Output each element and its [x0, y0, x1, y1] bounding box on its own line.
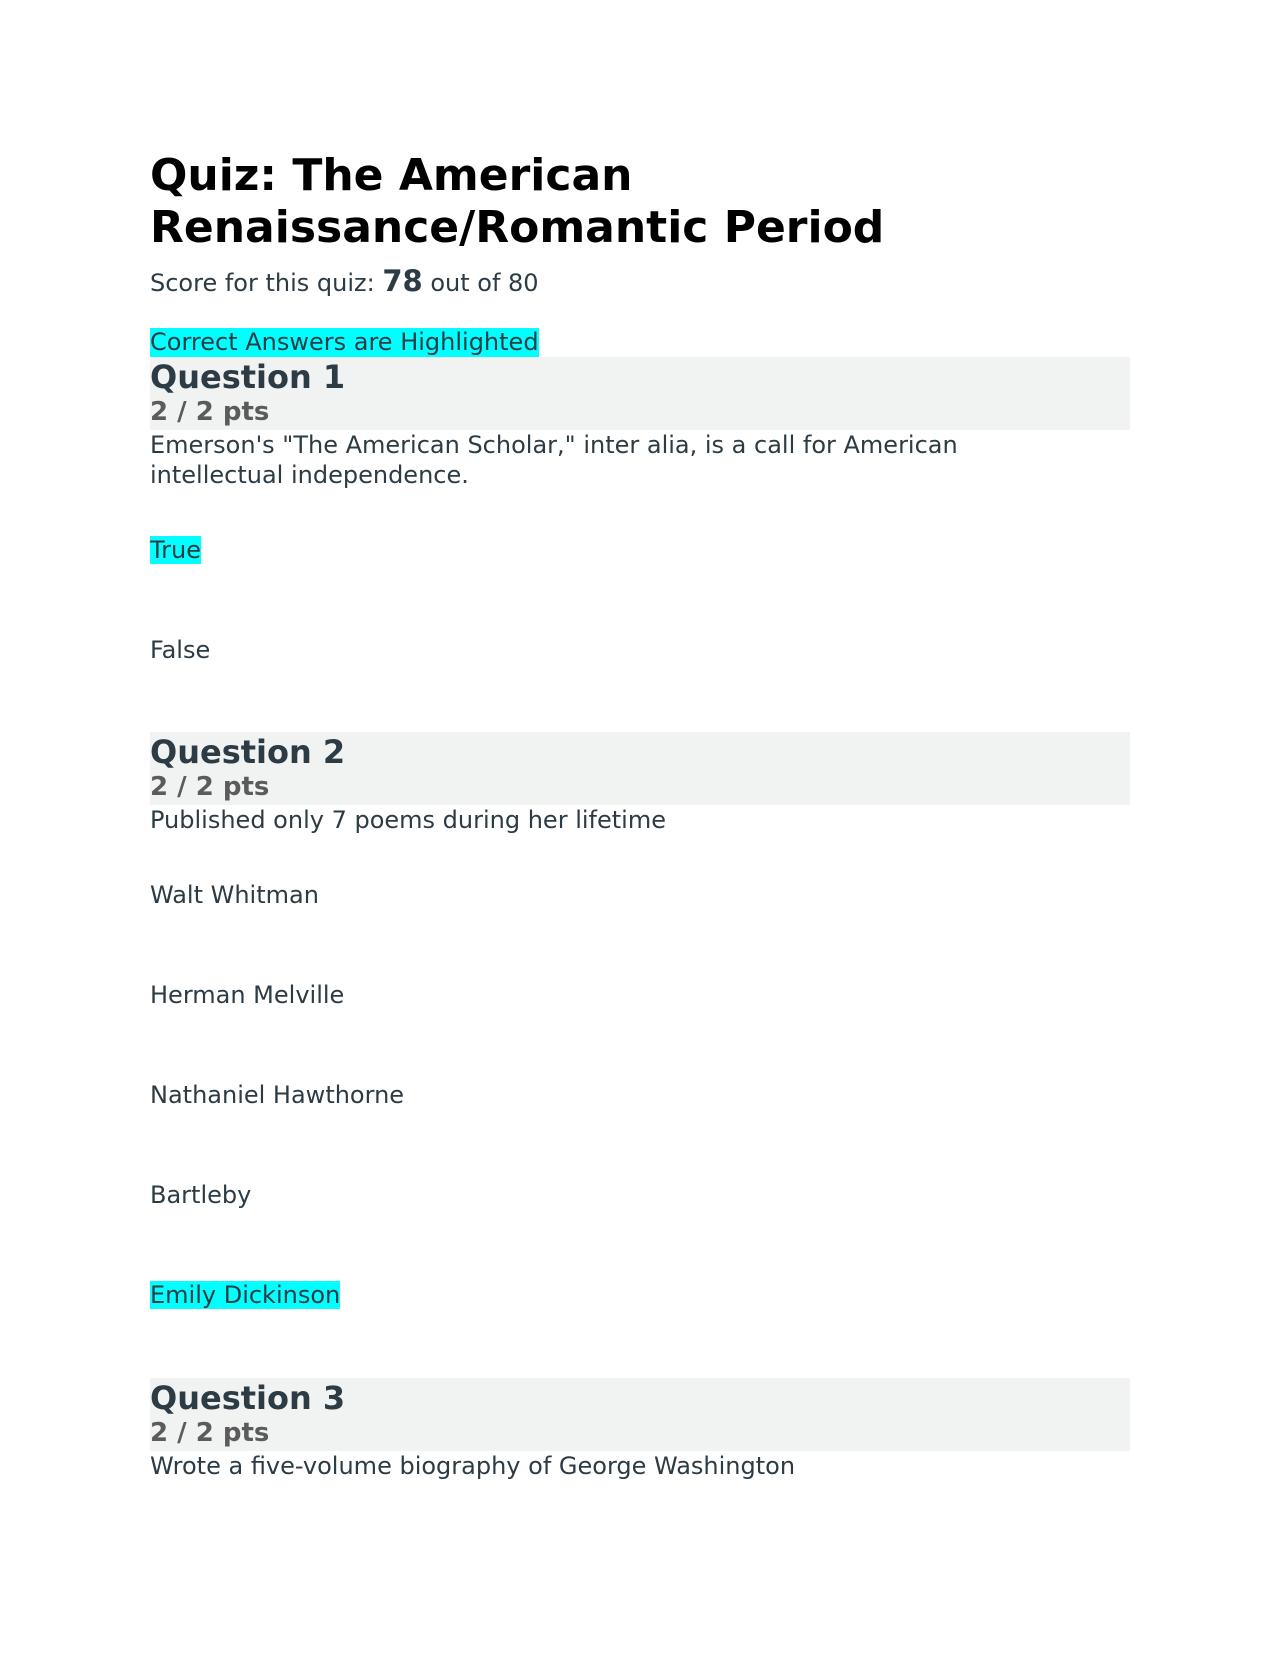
question-points: 2 / 2 pts	[150, 1418, 270, 1448]
answer-label: False	[150, 636, 211, 664]
answer-option[interactable]	[150, 1080, 1130, 1110]
question-title: Question 2	[150, 733, 346, 771]
question-header	[150, 732, 1130, 805]
quiz-page	[150, 150, 1130, 1481]
score-suffix: out of 80	[430, 269, 539, 297]
answer-option[interactable]	[150, 880, 1130, 910]
question-text: Published only 7 poems during her lifetime	[150, 806, 666, 834]
score-line	[150, 266, 1130, 298]
answer-option[interactable]	[150, 980, 1130, 1010]
answer-option[interactable]	[150, 635, 1130, 665]
question-header	[150, 1378, 1130, 1451]
question-points: 2 / 2 pts	[150, 772, 270, 802]
question-2	[150, 732, 1130, 1310]
answer-label-correct: Emily Dickinson	[150, 1281, 341, 1309]
question-1	[150, 357, 1130, 665]
question-title: Question 3	[150, 1379, 346, 1417]
question-points: 2 / 2 pts	[150, 397, 270, 427]
answer-option[interactable]	[150, 535, 1130, 565]
highlight-note: Correct Answers are Highlighted	[150, 328, 539, 356]
answer-option[interactable]	[150, 1280, 1130, 1310]
answer-label: Walt Whitman	[150, 881, 319, 909]
page-title: Quiz: The American Renaissance/Romantic Period	[150, 150, 885, 253]
question-header	[150, 357, 1130, 430]
answer-label: Herman Melville	[150, 981, 345, 1009]
answer-label: Bartleby	[150, 1181, 252, 1209]
answer-label-correct: True	[150, 536, 201, 564]
question-text: Emerson's "The American Scholar," inter alia, is a call for American intellectual independence.	[150, 431, 958, 489]
question-title: Question 1	[150, 358, 346, 396]
answer-label: Nathaniel Hawthorne	[150, 1081, 405, 1109]
score-prefix: Score for this quiz:	[150, 269, 375, 297]
question-3	[150, 1378, 1130, 1481]
answer-option[interactable]	[150, 1180, 1130, 1210]
question-text: Wrote a five-volume biography of George Washington	[150, 1452, 796, 1480]
score-value: 78	[382, 264, 423, 298]
